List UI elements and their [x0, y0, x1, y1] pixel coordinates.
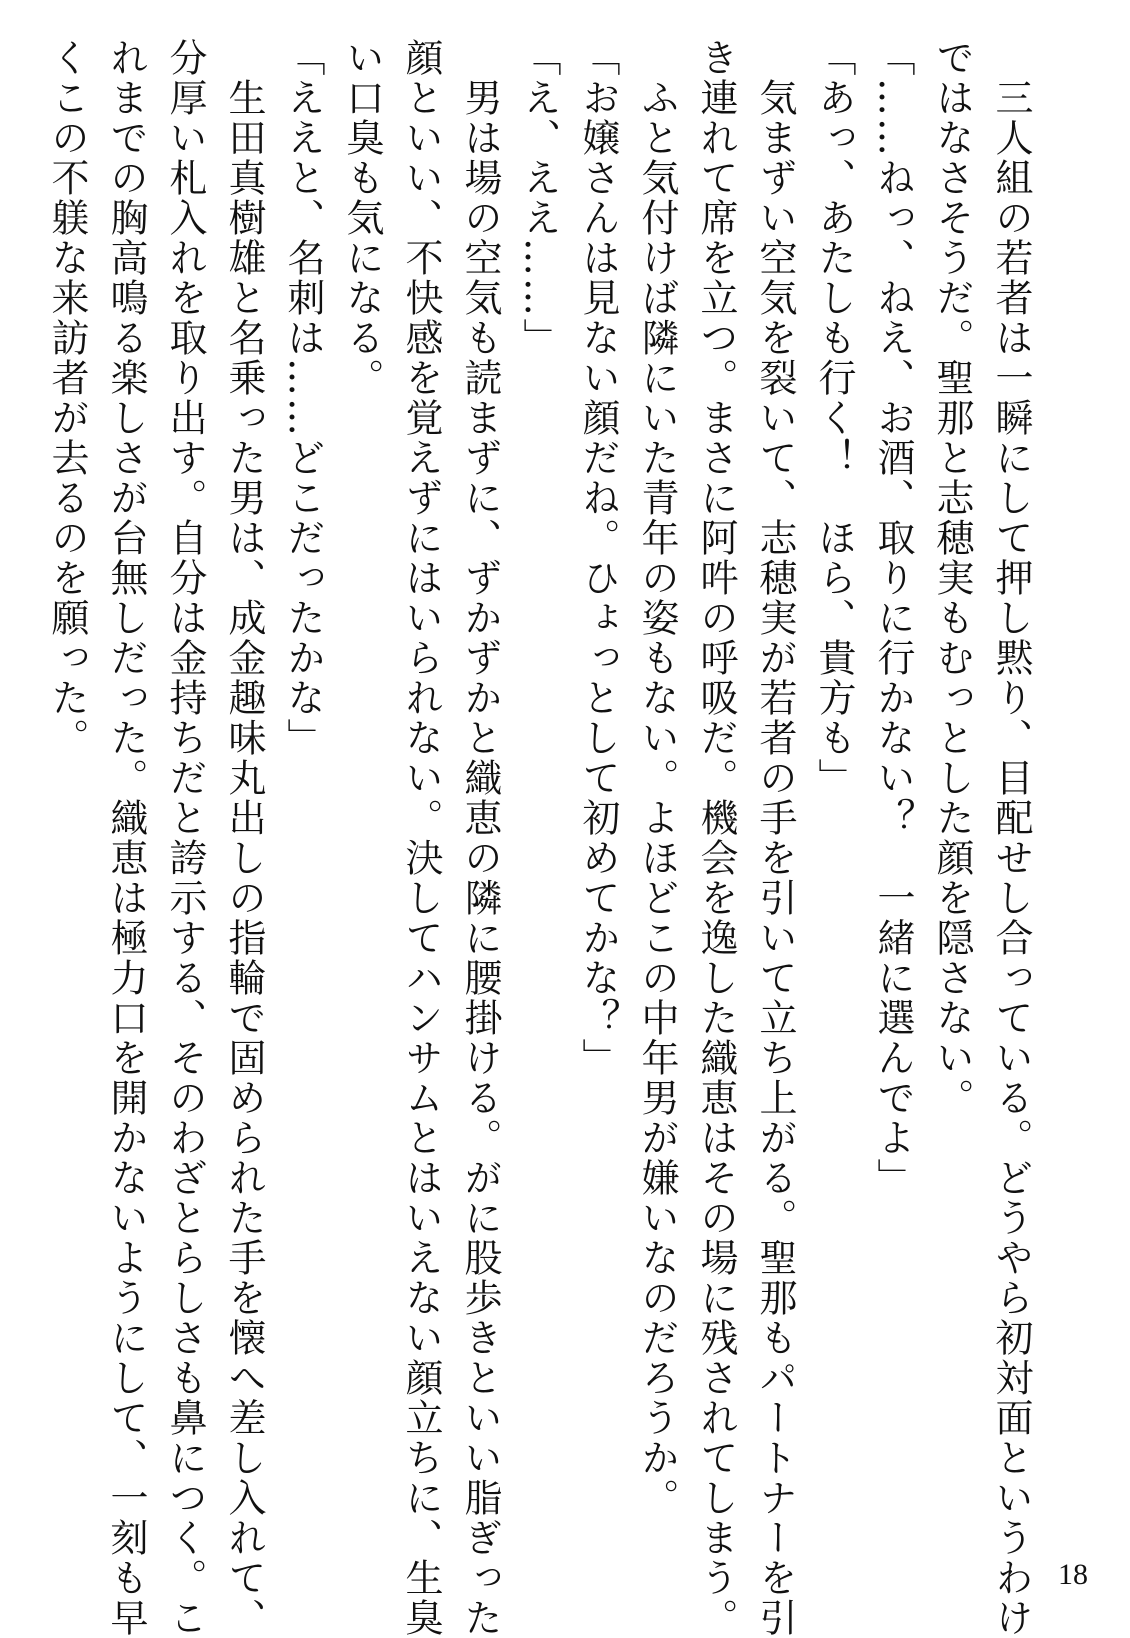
text-line: くこの不躾な来訪者が去るのを願った。 — [45, 38, 89, 758]
text-line: い口臭も気になる。 — [340, 38, 384, 398]
text-line: 「え、ええ……」 — [517, 38, 561, 358]
text-line: 生田真樹雄と名乗った男は、成金趣味丸出しの指輪で固められた手を懐へ差し入れて、 — [222, 38, 266, 1638]
text-line: 気まずい空気を裂いて、志穂実が若者の手を引いて立ち上がる。聖那もパートナーを引 — [753, 38, 797, 1638]
page-number: 18 — [1058, 1558, 1088, 1591]
text-line: 顔といい、不快感を覚えずにはいられない。決してハンサムとはいえない顔立ちに、生臭 — [399, 38, 443, 1638]
text-line: 男は場の空気も読まずに、ずかずかと織恵の隣に腰掛ける。がに股歩きといい脂ぎった — [458, 38, 502, 1638]
text-line: れまでの胸高鳴る楽しさが台無しだった。織恵は極力口を開かないようにして、一刻も早 — [104, 38, 148, 1638]
body-text — [37, 38, 1040, 1638]
text-line: ふと気付けば隣にいた青年の姿もない。よほどこの中年男が嫌いなのだろうか。 — [635, 38, 679, 1518]
text-line: 「……ねっ、ねえ、お酒、取りに行かない？ 一緒に選んでよ」 — [871, 38, 915, 1198]
text-line: き連れて席を立つ。まさに阿吽の呼吸だ。機会を逸した織恵はその場に残されてしまう。 — [694, 38, 738, 1638]
text-line: 「あっ、あたしも行く！ ほら、貴方も」 — [812, 38, 856, 798]
text-line: 「ええと、名刺は……どこだったかな」 — [281, 38, 325, 758]
text-line: ではなさそうだ。聖那と志穂実もむっとした顔を隠さない。 — [930, 38, 974, 1118]
text-line: 分厚い札入れを取り出す。自分は金持ちだと誇示する、そのわざとらしさも鼻につく。こ — [163, 38, 207, 1638]
text-line: 「お嬢さんは見ない顔だね。ひょっとして初めてかな？」 — [576, 38, 620, 1078]
text-line: 三人組の若者は一瞬にして押し黙り、目配せし合っている。どうやら初対面というわけ — [989, 38, 1033, 1638]
